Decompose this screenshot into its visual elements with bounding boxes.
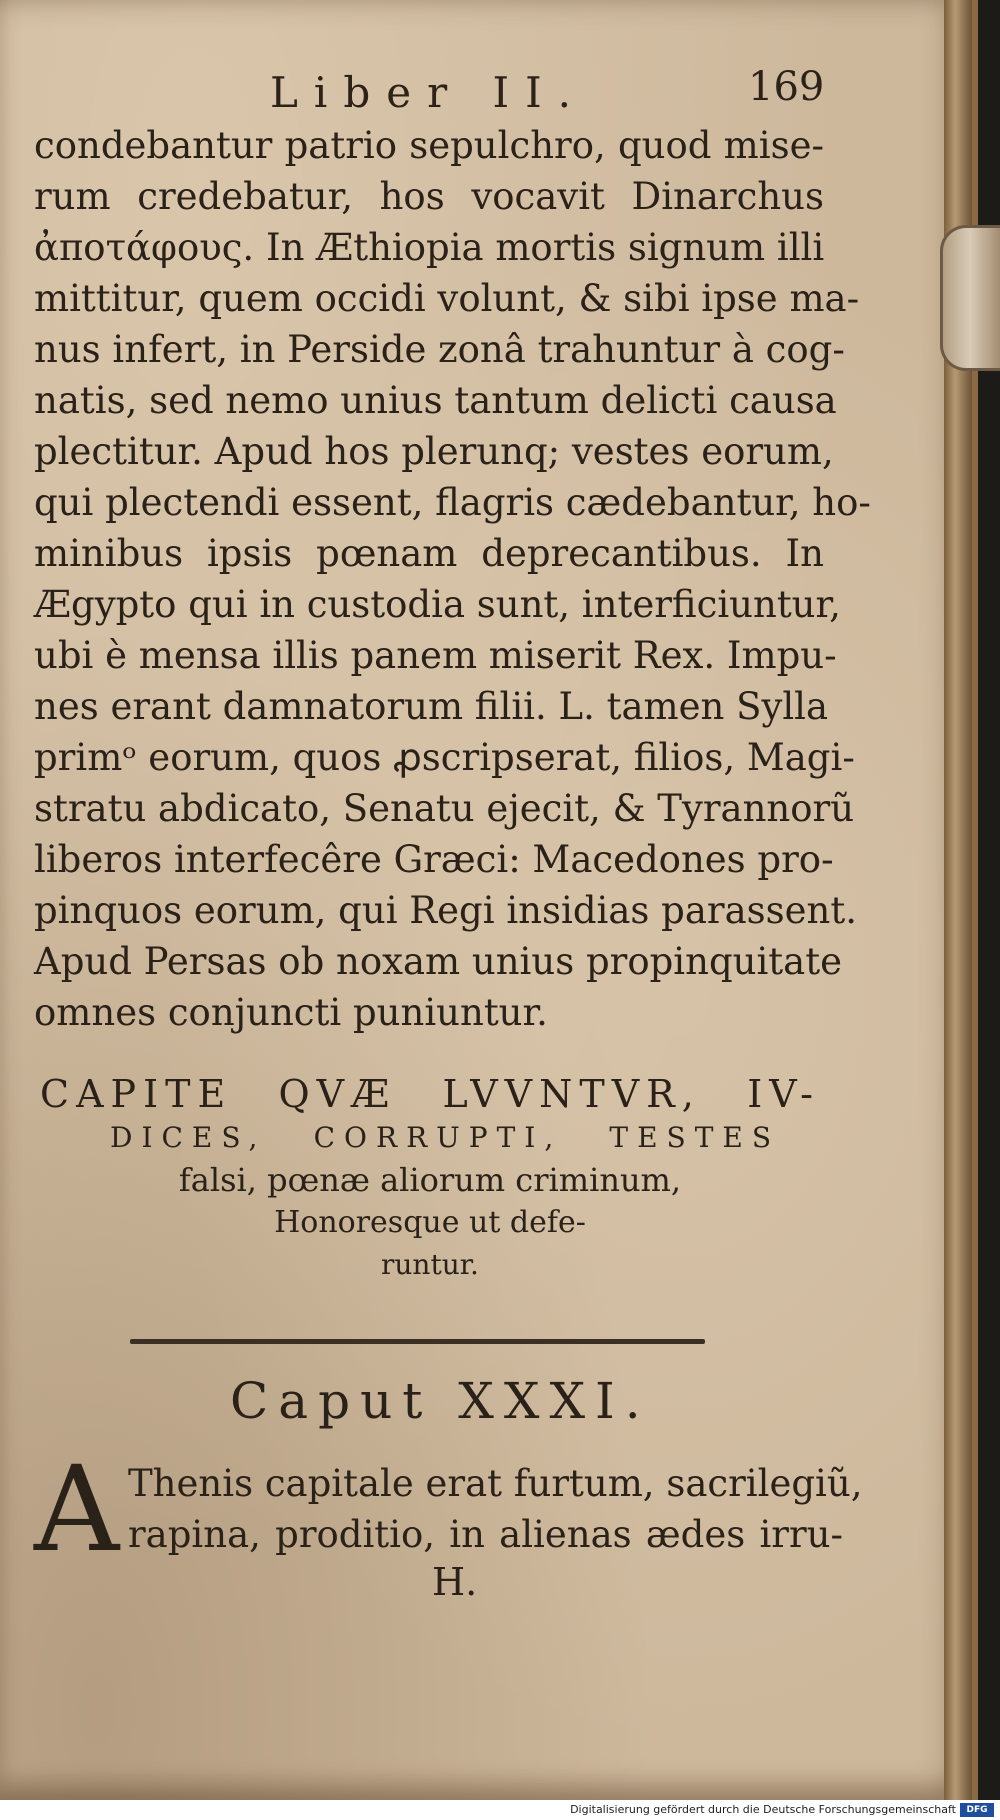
chapter-title: Caput XXXI. (230, 1372, 651, 1430)
text-line: rapina, proditio, in alienas ædes irru- (128, 1513, 843, 1556)
catchword: H. (432, 1560, 478, 1604)
dfg-logo-icon: DFG (960, 1803, 994, 1817)
text-line: nus infert, in Perside zonâ trahuntur à cog- (34, 328, 845, 371)
text-line: stratu abdicato, Senatu ejecit, & Tyrannorũ (34, 787, 855, 830)
text-line: Thenis capitale erat furtum, sacrilegiũ, (128, 1462, 863, 1505)
running-head: Liber II. (270, 68, 588, 117)
text-line: nes erant damnatorum filii. L. tamen Sylla (34, 685, 829, 728)
text-line: Ægypto qui in custodia sunt, interficiuntur, (34, 583, 841, 626)
heading-line: falsi, pœnæ aliorum criminum, (178, 1161, 682, 1199)
text-line: rum credebatur, hos vocavit Dinarchus (34, 175, 824, 218)
footer-bar (0, 1800, 1000, 1820)
text-line: qui plectendi essent, flagris cædebantur, ho- (34, 481, 871, 524)
heading-line: CAPITE QVÆ LVVNTVR, IV- (40, 1072, 820, 1116)
text-line: ἀποτάφους. In Æthiopia mortis signum illi (34, 226, 825, 269)
text-line: plectitur. Apud hos plerunq; vestes eorum, (34, 430, 834, 473)
text-line: Apud Persas ob noxam unius propinquitate (34, 940, 843, 983)
body-text (34, 120, 871, 1038)
text-line: natis, sed nemo unius tantum delicti causa (34, 379, 837, 422)
text-line: liberos interfecêre Græci: Macedones pro- (34, 838, 834, 881)
page-number: 169 (748, 64, 825, 110)
text-line: primᵒ eorum, quos ꝓscripserat, filios, Magi- (34, 736, 855, 779)
divider-rule (130, 1339, 705, 1344)
heading-line: Honoresque ut defe- (274, 1205, 586, 1240)
heading-line: runtur. (381, 1248, 479, 1281)
drop-cap-initial: A (34, 1440, 120, 1578)
text-line: pinquos eorum, qui Regi insidias parassent. (34, 889, 857, 932)
heading-line: DICES, CORRUPTI, TESTES (110, 1121, 780, 1154)
chapter-body-text (128, 1458, 863, 1560)
text-line: ubi è mensa illis panem miserit Rex. Impu- (34, 634, 837, 677)
text-line: condebantur patrio sepulchro, quod mise- (34, 124, 824, 167)
chapter-summary-heading (40, 1070, 820, 1286)
funding-credit: Digitalisierung gefördert durch die Deutsche Forschungsgemeinschaft (570, 1803, 956, 1816)
text-line: omnes conjuncti puniuntur. (34, 991, 548, 1034)
text-line: mittitur, quem occidi volunt, & sibi ipse ma- (34, 277, 860, 320)
text-line: minibus ipsis pœnam deprecantibus. In (34, 532, 824, 575)
page-tab-clip (940, 225, 1000, 371)
